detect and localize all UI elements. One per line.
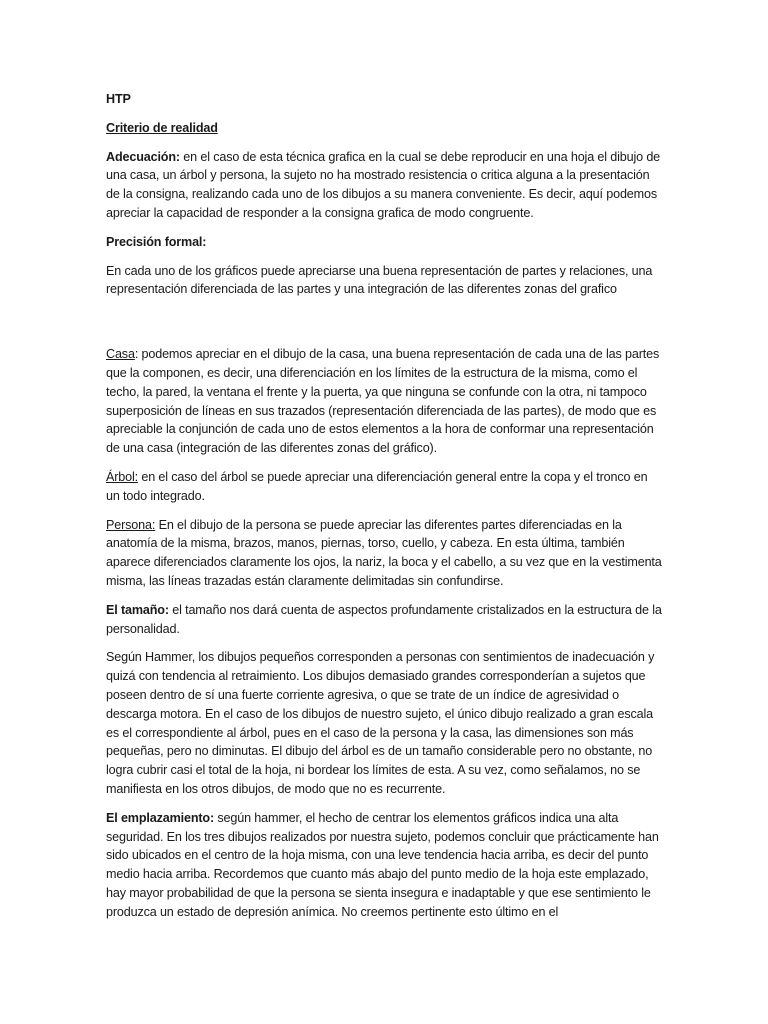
text-tamano: el tamaño nos dará cuenta de aspectos profundamente cristalizados en la estructura de la personalidad. bbox=[106, 602, 662, 636]
label-casa: Casa bbox=[106, 347, 135, 362]
label-tamano: El tamaño: bbox=[106, 602, 169, 617]
paragraph-precision: En cada uno de los gráficos puede apreciarse una buena representación de partes y relaciones, una representación diferenciada de las partes y una integración de las diferentes zonas del grafico bbox=[106, 263, 653, 297]
spacer bbox=[106, 309, 662, 345]
paragraph-arbol bbox=[106, 468, 662, 506]
paragraph-casa bbox=[106, 345, 662, 458]
label-arbol: Árbol: bbox=[106, 469, 138, 484]
paragraph-adecuacion bbox=[106, 148, 662, 223]
paragraph-emplazamiento bbox=[106, 809, 662, 922]
paragraph-persona bbox=[106, 516, 662, 591]
text-adecuacion: en el caso de esta técnica grafica en la cual se debe reproducir en una hoja el dibujo de una casa, un árbol y persona, la sujeto no ha mostrado resistencia o critica alguna a la presentación de la consigna, realizando cada uno de los dibujos a su manera conveniente. Es decir, aquí podemos apreciar la capacidad de responder a la consigna grafica de modo congruente. bbox=[106, 149, 661, 220]
text-casa: : podemos apreciar en el dibujo de la casa, una buena representación de cada una de las partes que la componen, es decir, una diferenciación en los límites de la estructura de la misma, como el techo, la pared, la ventana el frente y la puerta, ya que ninguna se confunde con la otra, ni tampoco superposición de líneas en sus trazados (representación diferenciada de las partes), de modo que es apreciable la conjunción de cada uno de estos elementos a la hora de conformar una representación de una casa (integración de las diferentes zonas del gráfico). bbox=[106, 347, 660, 456]
label-precision: Precisión formal: bbox=[106, 234, 207, 249]
text-emplazamiento: según hammer, el hecho de centrar los elementos gráficos indica una alta seguridad. En los tres dibujos realizados por nuestra sujeto, podemos concluir que prácticamente han sido ubicados en el centro de la hoja misma, con una leve tendencia hacia arriba, es decir del punto medio hacia arriba. Recordemos que cuanto más abajo del punto medio de la hoja este emplazado, hay mayor probabilidad de que la persona se sienta insegura e inadaptable y que ese sentimiento le produzca un estado de depresión anímica. No creemos pertinente esto último en el bbox=[106, 810, 659, 919]
label-emplazamiento: El emplazamiento: bbox=[106, 810, 215, 825]
text-arbol: en el caso del árbol se puede apreciar una diferenciación general entre la copa y el tronco en un todo integrado. bbox=[106, 469, 648, 503]
section-heading-criterio: Criterio de realidad bbox=[106, 120, 218, 135]
document-body bbox=[106, 90, 662, 931]
text-persona: En el dibujo de la persona se puede apreciar las diferentes partes diferenciadas en la anatomía de la misma, brazos, manos, piernas, torso, cuello, y cabeza. En esta última, también aparece diferenciados claramente los ojos, la nariz, la boca y el cabello, a su vez que en la vestimenta misma, las líneas trazadas están claramente delimitadas sin confundirse. bbox=[106, 517, 662, 588]
paragraph-tamano bbox=[106, 601, 662, 639]
paragraph-hammer: Según Hammer, los dibujos pequeños corresponden a personas con sentimientos de inadecuación y quizá con tendencia al retraimiento. Los dibujos demasiado grandes corresponderían a sujetos que poseen dentro de sí una fuerte corriente agresiva, o que se trate de un índice de agresividad o descarga motora. En el caso de los dibujos de nuestro sujeto, el único dibujo realizado a gran escala es el correspondiente al árbol, pues en el caso de la persona y la casa, las dimensiones son más pequeñas, pero no diminutas. El dibujo del árbol es de un tamaño considerable pero no obstante, no logra cubrir casi el total de la hoja, ni bordear los límites de esta. A su vez, como señalamos, no se manifiesta en los otros dibujos, de modo que no es recurrente. bbox=[106, 650, 655, 796]
label-persona: Persona: bbox=[106, 517, 156, 532]
document-title: HTP bbox=[106, 92, 131, 106]
label-adecuacion: Adecuación: bbox=[106, 149, 180, 164]
